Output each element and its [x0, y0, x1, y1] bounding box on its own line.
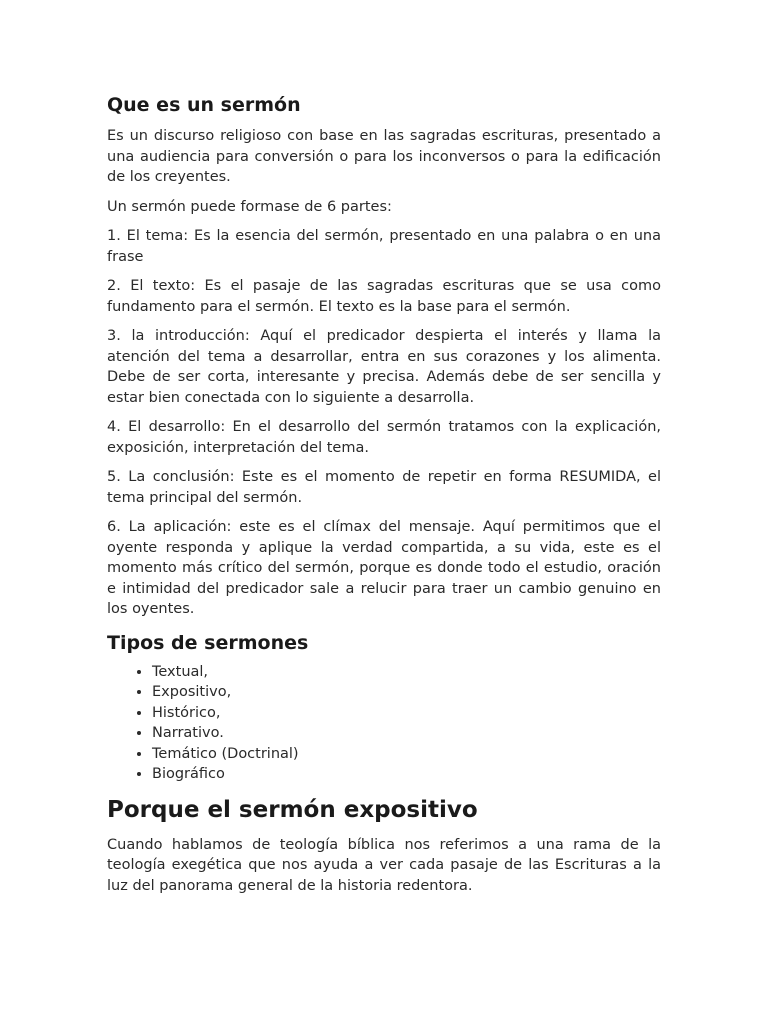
paragraph-part-texto: 2. El texto: Es el pasaje de las sagradas escrituras que se usa como fundamento para el sermón. El texto es la base para el sermón.	[107, 278, 661, 315]
paragraph-definition: Es un discurso religioso con base en las sagradas escrituras, presentado a una audiencia para conversión o para los inconversos o para la edificación de los creyentes.	[107, 128, 661, 185]
paragraph-teologia-biblica: Cuando hablamos de teología bíblica nos referimos a una rama de la teología exegética que nos ayuda a ver cada pasaje de las Escrituras a la luz del panorama general de la historia redentora.	[107, 836, 661, 894]
heading-que-es-un-sermon: Que es un sermón	[107, 94, 301, 116]
sermon-types-list	[107, 662, 661, 785]
list-item: • Textual,	[152, 662, 661, 683]
heading-tipos-de-sermones: Tipos de sermones	[107, 631, 309, 654]
paragraph-part-desarrollo: 4. El desarrollo: En el desarrollo del sermón tratamos con la explicación, exposición, interpretación del tema.	[107, 419, 661, 456]
heading-porque-el-sermon-expositivo: Porque el sermón expositivo	[107, 796, 478, 823]
list-item: • Histórico,	[152, 703, 661, 724]
paragraph-part-introduccion: 3. la introducción: Aquí el predicador despierta el interés y llama la atención del tema a desarrollar, entra en sus corazones y los alimenta. Debe de ser corta, interesante y precisa. Además debe de ser sencilla y estar bien conectada con lo siguiente a desarrolla.	[107, 328, 661, 406]
list-item: • Expositivo,	[152, 682, 661, 703]
paragraph-part-tema: 1. El tema: Es la esencia del sermón, presentado en una palabra o en una frase	[107, 228, 661, 265]
paragraph-part-conclusion: 5. La conclusión: Este es el momento de repetir en forma RESUMIDA, el tema principal del sermón.	[107, 469, 661, 506]
list-item: • Biográfico	[152, 764, 661, 785]
paragraph-part-aplicacion: 6. La aplicación: este es el clímax del mensaje. Aquí permitimos que el oyente responda y aplique la verdad compartida, a su vida, este es el momento más crítico del sermón, porque es donde todo el estudio, oración e intimidad del predicador sale a relucir para traer un cambio genuino en los oyentes.	[107, 519, 661, 617]
list-item: • Temático (Doctrinal)	[152, 744, 661, 765]
list-item: • Narrativo.	[152, 723, 661, 744]
paragraph-parts-lead: Un sermón puede formase de 6 partes:	[107, 198, 392, 215]
